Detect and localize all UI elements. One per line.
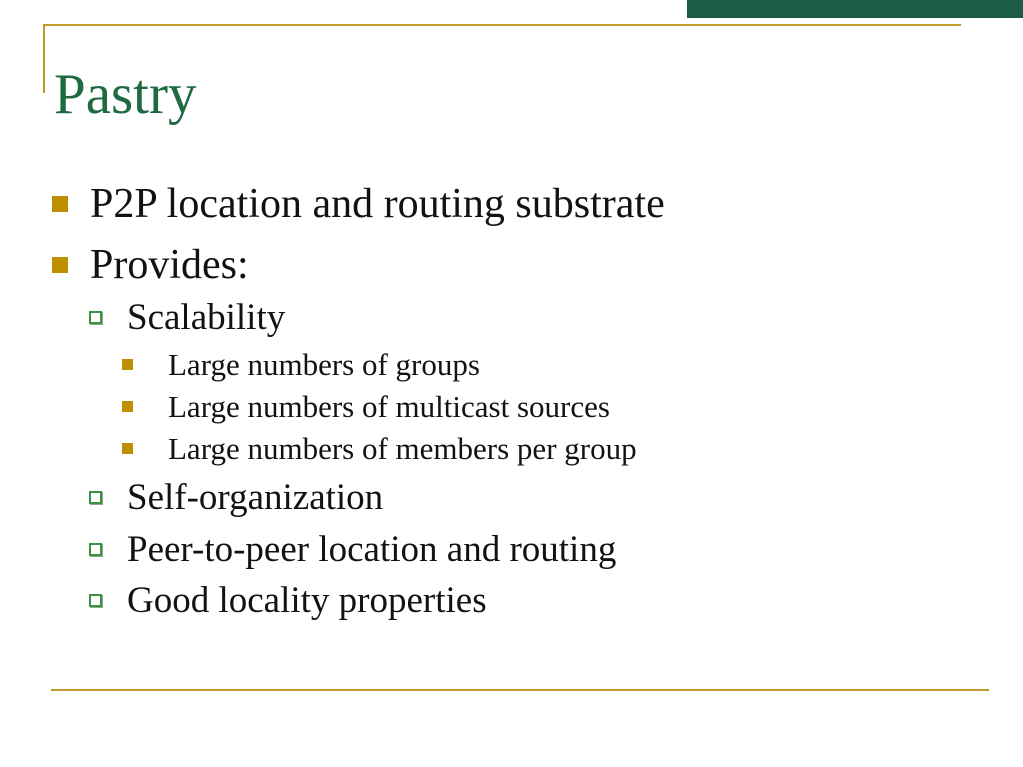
bullet-text: Good locality properties	[127, 579, 487, 621]
bullet-filled-square-icon	[52, 196, 68, 212]
bullet-filled-square-icon	[122, 401, 133, 412]
bullet-text: P2P location and routing substrate	[90, 181, 665, 227]
bullet-item-level1	[52, 240, 249, 290]
bullet-item-level1	[52, 179, 665, 229]
bullet-item-level2	[89, 475, 383, 519]
bullet-text: Large numbers of members per group	[168, 430, 637, 466]
bullet-text: Large numbers of groups	[168, 346, 480, 382]
title-bracket-rule	[43, 24, 45, 93]
slide-title: Pastry	[54, 63, 197, 126]
bottom-rule	[51, 689, 989, 691]
bullet-text: Scalability	[127, 296, 286, 338]
bullet-item-level3	[122, 430, 637, 466]
bullet-filled-square-icon	[122, 443, 133, 454]
bullet-filled-square-icon	[122, 359, 133, 370]
bullet-hollow-square-icon	[89, 543, 102, 556]
bullet-filled-square-icon	[52, 257, 68, 273]
bullet-hollow-square-icon	[89, 594, 102, 607]
bullet-item-level2	[89, 527, 616, 571]
bullet-text: Self-organization	[127, 476, 384, 518]
bullet-text: Peer-to-peer location and routing	[127, 528, 617, 570]
bullet-text: Provides:	[90, 242, 249, 288]
bullet-item-level2	[89, 295, 285, 339]
top-rule	[44, 24, 961, 26]
header-accent-bar	[687, 0, 1023, 18]
bullet-text: Large numbers of multicast sources	[168, 388, 610, 424]
bullet-hollow-square-icon	[89, 491, 102, 504]
bullet-item-level3	[122, 388, 610, 424]
bullet-item-level3	[122, 346, 480, 382]
bullet-hollow-square-icon	[89, 311, 102, 324]
bullet-item-level2	[89, 578, 487, 622]
